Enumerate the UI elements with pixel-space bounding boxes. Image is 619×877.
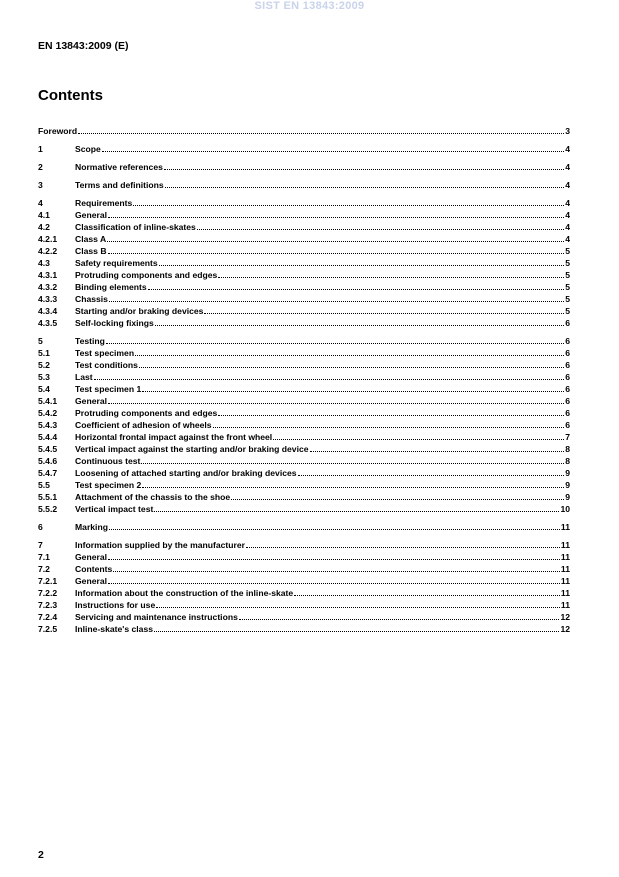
toc-leader-dots (154, 503, 559, 512)
toc-entry[interactable] (38, 383, 570, 395)
toc-entry-page: 6 (565, 336, 570, 346)
toc-entry-page: 3 (565, 126, 570, 136)
toc-entry-page: 6 (565, 360, 570, 370)
toc-entry-number: 4.3.2 (38, 282, 58, 292)
toc-entry-title: Test specimen 1 (75, 384, 142, 394)
toc-leader-dots (133, 197, 564, 206)
toc-entry-title: Marking (75, 522, 108, 532)
toc-leader-dots (139, 359, 564, 368)
toc-entry-title: Test specimen 2 (75, 480, 142, 490)
toc-leader-dots (148, 281, 565, 290)
toc-entry-number: 1 (38, 144, 43, 154)
toc-leader-dots (246, 539, 560, 548)
toc-entry[interactable] (38, 233, 570, 245)
toc-entry-title: Terms and definitions (75, 180, 164, 190)
toc-entry-number: 5.4.5 (38, 444, 58, 454)
toc-entry-page: 11 (560, 564, 570, 574)
toc-leader-dots (135, 347, 564, 356)
toc-entry-page: 4 (565, 180, 570, 190)
toc-entry[interactable] (38, 335, 570, 347)
toc-entry-number: 4.3.5 (38, 318, 58, 328)
toc-entry-number: 5.4.6 (38, 456, 58, 466)
toc-entry-number: 3 (38, 180, 43, 190)
toc-entry-number: 7.2.5 (38, 624, 58, 634)
toc-entry-title: Continuous test (75, 456, 141, 466)
toc-entry[interactable] (38, 587, 570, 599)
toc-leader-dots (197, 221, 564, 230)
toc-entry-number: 7.1 (38, 552, 50, 562)
toc-leader-dots (156, 599, 560, 608)
toc-entry-page: 8 (565, 444, 570, 454)
toc-entry-number: 4.3.1 (38, 270, 58, 280)
toc-entry[interactable] (38, 143, 570, 155)
toc-leader-dots (109, 293, 564, 302)
toc-leader-dots (239, 611, 560, 620)
toc-entry-title: Loosening of attached starting and/or braking devices (75, 468, 297, 478)
toc-entry-title: Normative references (75, 162, 163, 172)
toc-entry-number: 5.4.2 (38, 408, 58, 418)
toc-entry-number: 5.3 (38, 372, 50, 382)
toc-entry-page: 6 (565, 372, 570, 382)
toc-entry-number: 5 (38, 336, 43, 346)
toc-entry[interactable] (38, 281, 570, 293)
toc-entry-title: Starting and/or braking devices (75, 306, 204, 316)
toc-entry-page: 9 (565, 492, 570, 502)
toc-entry-page: 5 (565, 306, 570, 316)
toc-entry-title: Scope (75, 144, 101, 154)
toc-entry-number: 4.3.3 (38, 294, 58, 304)
toc-leader-dots (113, 563, 560, 572)
toc-entry-number: 4.2 (38, 222, 50, 232)
toc-entry-title: Contents (75, 564, 113, 574)
toc-entry-page: 6 (565, 348, 570, 358)
toc-entry[interactable] (38, 407, 570, 419)
toc-leader-dots (108, 395, 564, 404)
toc-entry-page: 8 (565, 456, 570, 466)
toc-entry[interactable] (38, 209, 570, 221)
toc-leader-dots (218, 407, 564, 416)
toc-entry[interactable] (38, 521, 570, 533)
toc-entry-number: 4.1 (38, 210, 50, 220)
toc-entry[interactable] (38, 479, 570, 491)
toc-entry-title: Requirements (75, 198, 133, 208)
toc-entry[interactable] (38, 161, 570, 173)
toc-entry[interactable] (38, 125, 570, 137)
standard-id: EN 13843:2009 (E) (38, 40, 129, 52)
toc-entry-title: Vertical impact against the starting and/or braking device (75, 444, 309, 454)
toc-entry-title: Binding elements (75, 282, 147, 292)
toc-entry[interactable] (38, 359, 570, 371)
toc-entry-number: 4.2.1 (38, 234, 58, 244)
toc-entry-number: 7.2 (38, 564, 50, 574)
toc-entry-page: 5 (565, 270, 570, 280)
toc-entry[interactable] (38, 257, 570, 269)
toc-leader-dots (109, 521, 560, 530)
toc-entry[interactable] (38, 317, 570, 329)
toc-entry[interactable] (38, 293, 570, 305)
toc-entry-page: 11 (560, 588, 570, 598)
toc-leader-dots (108, 575, 560, 584)
toc-leader-dots (294, 587, 560, 596)
toc-entry[interactable] (38, 395, 570, 407)
toc-entry[interactable] (38, 491, 570, 503)
toc-entry-page: 9 (565, 468, 570, 478)
toc-entry-number: 4.2.2 (38, 246, 58, 256)
toc-leader-dots (165, 179, 565, 188)
toc-entry-page: 6 (565, 318, 570, 328)
page-number: 2 (38, 849, 44, 861)
toc-entry[interactable] (38, 455, 570, 467)
toc-entry[interactable] (38, 305, 570, 317)
toc-leader-dots (108, 245, 565, 254)
toc-entry-title: Class B (75, 246, 107, 256)
toc-leader-dots (155, 317, 564, 326)
toc-entry[interactable] (38, 575, 570, 587)
toc-entry-number: 2 (38, 162, 43, 172)
toc-entry-title: Classification of inline-skates (75, 222, 196, 232)
toc-leader-dots (164, 161, 564, 170)
toc-entry-title: Safety requirements (75, 258, 158, 268)
toc-entry-page: 7 (565, 432, 570, 442)
toc-entry[interactable] (38, 245, 570, 257)
toc-entry-number: 5.1 (38, 348, 50, 358)
toc-leader-dots (159, 257, 565, 266)
toc-entry[interactable] (38, 431, 570, 443)
toc-entry-number: 7.2.1 (38, 576, 58, 586)
watermark: SIST EN 13843:2009 (254, 0, 365, 12)
toc-entry-title: Information supplied by the manufacturer (75, 540, 245, 550)
toc-entry[interactable] (38, 611, 570, 623)
toc-entry-title: General (75, 396, 108, 406)
toc-entry-title: Foreword (38, 126, 78, 136)
toc-entry[interactable] (38, 371, 570, 383)
toc-entry-page: 11 (560, 522, 570, 532)
table-of-contents (38, 125, 570, 635)
toc-entry-title: Testing (75, 336, 105, 346)
toc-entry[interactable] (38, 599, 570, 611)
toc-entry-page: 5 (565, 246, 570, 256)
toc-leader-dots (108, 551, 560, 560)
toc-entry-page: 4 (565, 210, 570, 220)
toc-entry[interactable] (38, 551, 570, 563)
toc-entry-number: 7.2.3 (38, 600, 58, 610)
toc-entry-number: 5.4.4 (38, 432, 58, 442)
toc-entry-page: 11 (560, 600, 570, 610)
toc-entry-title: General (75, 210, 108, 220)
toc-leader-dots (108, 209, 564, 218)
toc-entry-page: 5 (565, 294, 570, 304)
toc-entry-title: Chassis (75, 294, 108, 304)
toc-entry-page: 4 (565, 234, 570, 244)
toc-entry-title: Inline-skate's class (75, 624, 153, 634)
toc-leader-dots (231, 491, 564, 500)
toc-entry-title: Servicing and maintenance instructions (75, 612, 238, 622)
toc-entry-title: Test conditions (75, 360, 138, 370)
toc-entry-title: Protruding components and edges (75, 270, 218, 280)
toc-leader-dots (94, 371, 565, 380)
toc-leader-dots (273, 431, 564, 440)
toc-entry[interactable] (38, 539, 570, 551)
toc-leader-dots (78, 125, 564, 134)
toc-entry-number: 4.3 (38, 258, 50, 268)
toc-leader-dots (154, 623, 559, 632)
toc-entry-number: 5.5.2 (38, 504, 58, 514)
toc-entry[interactable] (38, 419, 570, 431)
toc-entry-number: 7 (38, 540, 43, 550)
toc-entry[interactable] (38, 347, 570, 359)
toc-entry-number: 5.4 (38, 384, 50, 394)
toc-entry-number: 5.4.1 (38, 396, 58, 406)
toc-entry-title: Test specimen (75, 348, 135, 358)
toc-entry-number: 5.4.7 (38, 468, 58, 478)
toc-entry[interactable] (38, 443, 570, 455)
toc-leader-dots (298, 467, 565, 476)
toc-entry-title: Protruding components and edges (75, 408, 218, 418)
toc-entry-title: Horizontal frontal impact against the front wheel (75, 432, 273, 442)
toc-entry-page: 10 (560, 504, 570, 514)
toc-entry-number: 7.2.4 (38, 612, 58, 622)
toc-leader-dots (142, 479, 564, 488)
toc-leader-dots (106, 335, 564, 344)
toc-entry[interactable] (38, 221, 570, 233)
toc-entry-title: Attachment of the chassis to the shoe (75, 492, 231, 502)
toc-entry-title: Coefficient of adhesion of wheels (75, 420, 212, 430)
toc-entry-page: 5 (565, 258, 570, 268)
toc-entry-number: 4.3.4 (38, 306, 58, 316)
page-title: Contents (38, 87, 103, 104)
toc-entry-page: 11 (560, 540, 570, 550)
toc-entry-page: 12 (560, 612, 570, 622)
toc-entry[interactable] (38, 503, 570, 515)
toc-leader-dots (218, 269, 564, 278)
toc-entry-title: General (75, 576, 108, 586)
toc-leader-dots (213, 419, 565, 428)
toc-entry-page: 6 (565, 420, 570, 430)
toc-entry-title: Instructions for use (75, 600, 156, 610)
toc-entry[interactable] (38, 467, 570, 479)
toc-entry-page: 12 (560, 624, 570, 634)
toc-entry-title: General (75, 552, 108, 562)
toc-entry-page: 4 (565, 222, 570, 232)
toc-leader-dots (102, 143, 564, 152)
toc-entry-title: Self-locking fixings (75, 318, 154, 328)
toc-leader-dots (142, 383, 564, 392)
toc-leader-dots (310, 443, 565, 452)
toc-entry[interactable] (38, 563, 570, 575)
toc-entry-number: 5.5 (38, 480, 50, 490)
toc-entry-title: Class A (75, 234, 107, 244)
toc-entry[interactable] (38, 269, 570, 281)
toc-leader-dots (141, 455, 564, 464)
toc-entry[interactable] (38, 179, 570, 191)
toc-leader-dots (107, 233, 564, 242)
toc-entry-page: 6 (565, 408, 570, 418)
toc-entry-page: 11 (560, 576, 570, 586)
toc-entry[interactable] (38, 197, 570, 209)
toc-entry-title: Information about the construction of the inline-skate (75, 588, 294, 598)
toc-entry-page: 6 (565, 396, 570, 406)
toc-entry-number: 6 (38, 522, 43, 532)
toc-entry-number: 5.2 (38, 360, 50, 370)
toc-entry-page: 4 (565, 144, 570, 154)
toc-entry-page: 4 (565, 198, 570, 208)
toc-entry-title: Last (75, 372, 93, 382)
toc-entry-page: 6 (565, 384, 570, 394)
toc-entry-page: 4 (565, 162, 570, 172)
toc-leader-dots (204, 305, 564, 314)
toc-entry-page: 9 (565, 480, 570, 490)
toc-entry-number: 7.2.2 (38, 588, 58, 598)
toc-entry-title: Vertical impact test (75, 504, 154, 514)
toc-entry[interactable] (38, 623, 570, 635)
toc-entry-page: 5 (565, 282, 570, 292)
toc-entry-number: 5.4.3 (38, 420, 58, 430)
toc-entry-page: 11 (560, 552, 570, 562)
toc-entry-number: 4 (38, 198, 43, 208)
toc-entry-number: 5.5.1 (38, 492, 58, 502)
